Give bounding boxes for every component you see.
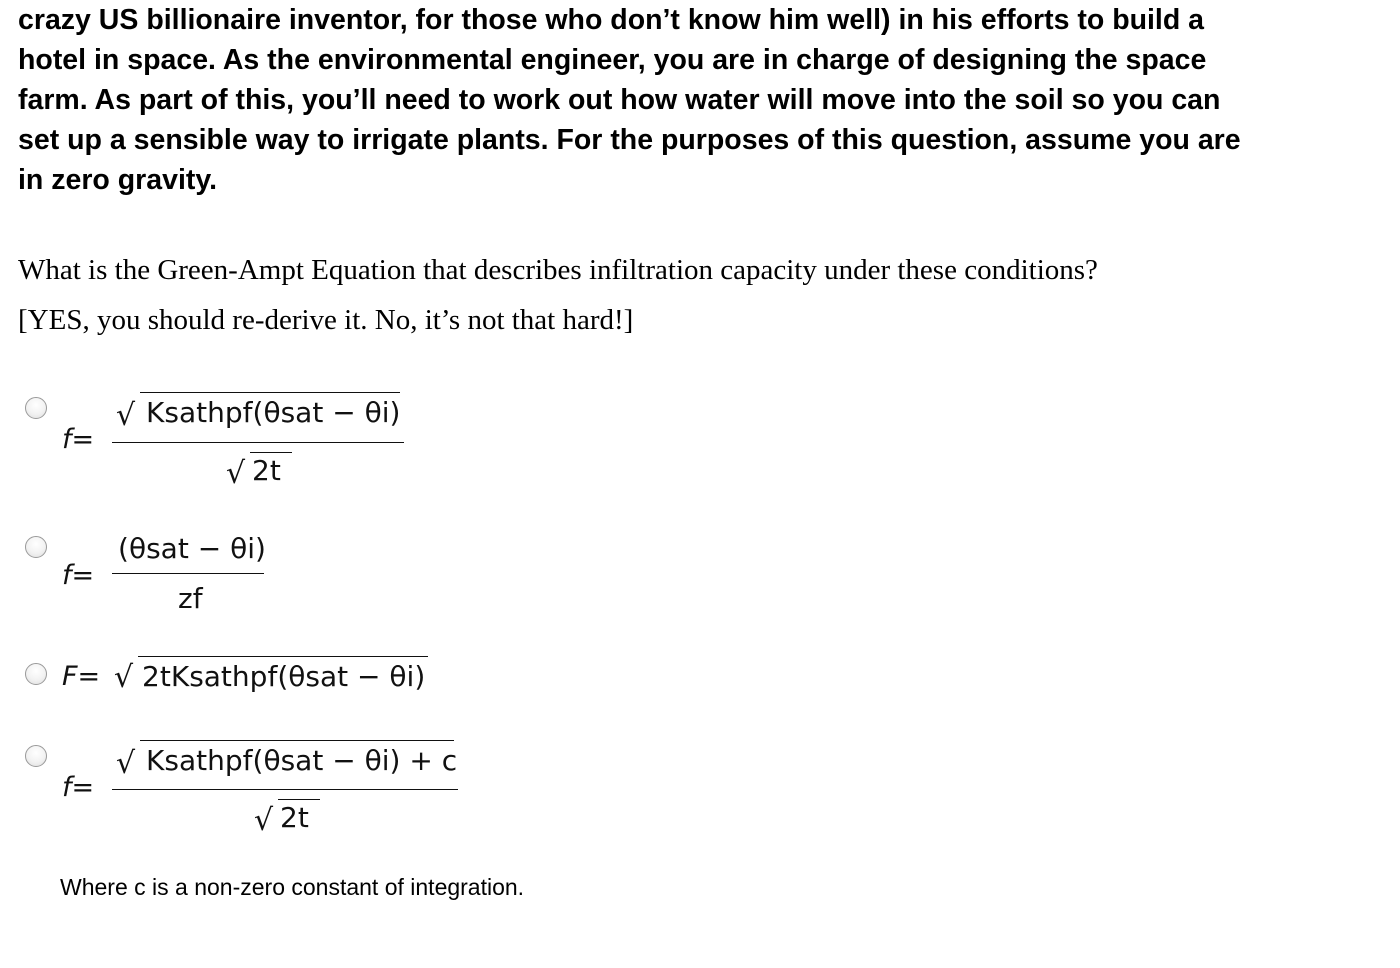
sqrt-bar (250, 452, 292, 453)
option-4-radio[interactable] (25, 745, 47, 767)
option-4-lhs: f= (62, 772, 95, 803)
intro-line: crazy US billionaire inventor, for those who don’t know him well) in his efforts to build a (18, 4, 1205, 36)
question-hint: [YES, you should re-derive it. No, it’s not that hard!] (18, 304, 634, 336)
intro-line: in zero gravity. (18, 164, 218, 196)
fraction-line (112, 789, 458, 790)
fraction-line (112, 573, 264, 574)
intro-paragraph (18, 0, 1398, 200)
option-4-numerator: Ksathpf(θsat − θi) + c (146, 744, 458, 777)
option-3-lhs: F= (62, 661, 101, 692)
option-3-expression: 2tKsathpf(θsat − θi) (142, 660, 426, 693)
option-1-numerator: Ksathpf(θsat − θi) (146, 396, 401, 429)
sqrt-bar (140, 740, 454, 741)
intro-line: farm. As part of this, you’ll need to work out how water will move into the soil so you can (18, 84, 1221, 116)
option-1-lhs: f= (62, 424, 95, 455)
sqrt-sign: √ (116, 398, 136, 433)
sqrt-bar (140, 392, 400, 393)
option-2-numerator: (θsat − θi) (118, 532, 266, 565)
intro-line: hotel in space. As the environmental engineer, you are in charge of designing the space (18, 44, 1207, 76)
sqrt-bar (278, 799, 320, 800)
fraction-line (112, 442, 404, 443)
sqrt-sign: √ (254, 803, 274, 838)
sqrt-sign: √ (226, 456, 246, 491)
option-2-denominator: zf (178, 582, 203, 615)
option-3-radio[interactable] (25, 663, 47, 685)
option-2-lhs: f= (62, 560, 95, 591)
sqrt-bar (138, 656, 428, 657)
sqrt-sign: √ (114, 660, 134, 695)
option-1-denominator: 2t (252, 454, 281, 487)
question-text: What is the Green-Ampt Equation that describes infiltration capacity under these conditions? (18, 254, 1098, 286)
sqrt-sign: √ (116, 746, 136, 781)
option-2-radio[interactable] (25, 536, 47, 558)
option-4-denominator: 2t (280, 801, 309, 834)
intro-line: set up a sensible way to irrigate plants. For the purposes of this question, assume you are (18, 124, 1241, 156)
option-1-radio[interactable] (25, 397, 47, 419)
integration-note: Where c is a non-zero constant of integration. (60, 874, 525, 900)
